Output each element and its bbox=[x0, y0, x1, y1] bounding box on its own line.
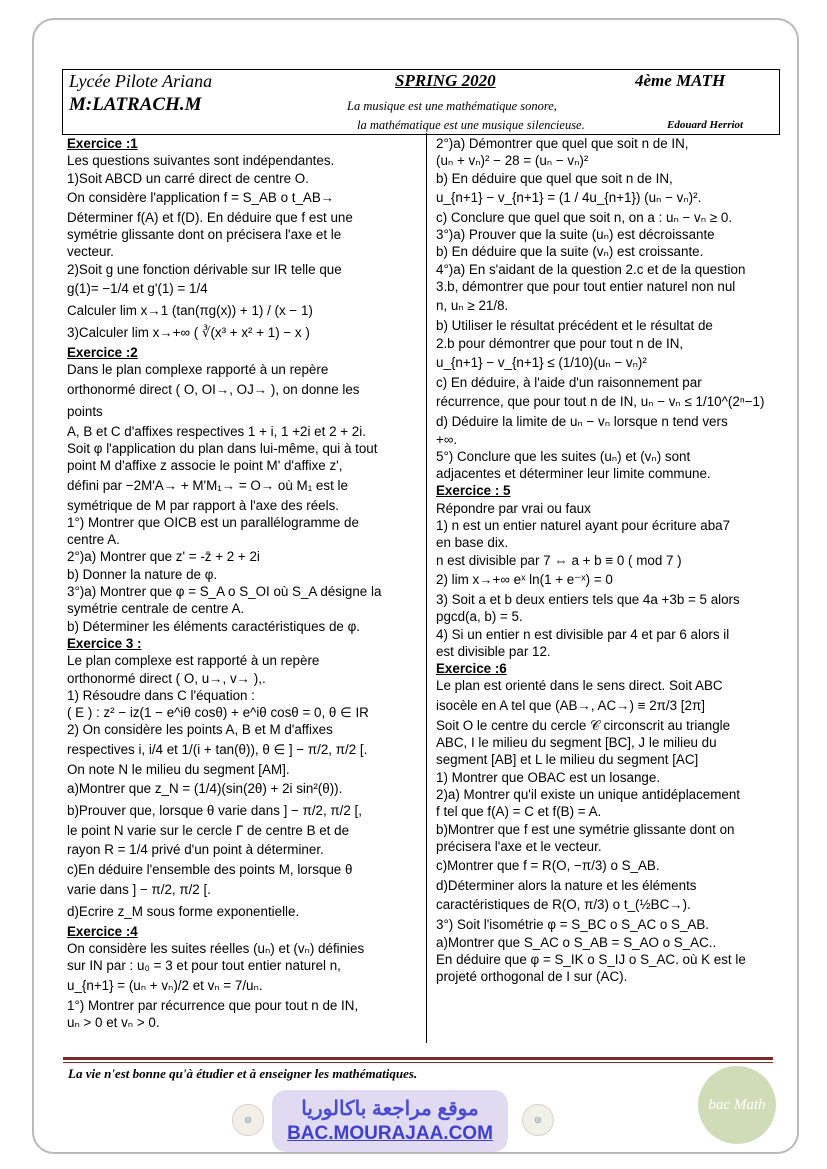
text-line: en base dix. bbox=[436, 535, 509, 551]
text-line: 3°) Soit l'isométrie φ = S_BC o S_AC o S_AB. bbox=[436, 917, 709, 933]
class-level: 4ème MATH bbox=[635, 71, 726, 90]
text-line: a)Montrer que z_N = (1/4)(sin(2θ) + 2i sin²(θ)). bbox=[67, 781, 343, 797]
text-line: 2.b pour démontrer que pour tout n de IN, bbox=[436, 335, 684, 351]
text-line: segment [AB] et L le milieu du segment [AC] bbox=[436, 752, 699, 768]
text-line: 2)Soit g une fonction dérivable sur IR telle que bbox=[67, 261, 342, 277]
text-line: 4) Si un entier n est divisible par 4 et par 6 alors il bbox=[436, 626, 730, 642]
text-line: Calculer lim x→1 (tan(πg(x)) + 1) / (x − 1) bbox=[67, 303, 313, 319]
text-line: précisera l'axe et le vecteur. bbox=[436, 838, 602, 854]
site-name-arabic: موقع مراجعة باكالوريا bbox=[301, 1098, 479, 1120]
text-line: a)Montrer que S_AC o S_AB = S_AO o S_AC.. bbox=[436, 934, 717, 950]
text-line: 2°)a) Montrer que z' = -z̄ + 2 + 2i bbox=[67, 549, 260, 565]
text-line: c) En déduire, à l'aide d'un raisonnement par bbox=[436, 374, 702, 390]
text-line: 1)Soit ABCD un carré direct de centre O. bbox=[67, 170, 309, 186]
text-line: centre A. bbox=[67, 532, 120, 548]
brand-logo: bac Math bbox=[698, 1066, 776, 1144]
footer-rule-thin bbox=[63, 1062, 773, 1063]
text-line: 3.b, démontrer que pour tout entier naturel non nul bbox=[436, 279, 736, 295]
text-line: Déterminer f(A) et f(D). En déduire que f est une bbox=[67, 209, 353, 225]
exercise-heading: Exercice : 5 bbox=[436, 483, 511, 499]
column-divider bbox=[426, 133, 427, 1043]
text-line: b) En déduire que la suite (vₙ) est croissante. bbox=[436, 244, 704, 260]
text-line: On considère les suites réelles (uₙ) et (vₙ) définies bbox=[67, 940, 365, 956]
text-line: ABC, I le milieu du segment [BC], J le milieu du bbox=[436, 735, 717, 751]
exercise-heading: Exercice :4 bbox=[67, 923, 138, 939]
quote-author: Edouard Herriot bbox=[667, 119, 744, 131]
site-logo-right: ◎ bbox=[522, 1104, 554, 1136]
text-line: isocèle en A tel que (AB→, AC→) ≡ 2π/3 [2π] bbox=[436, 697, 705, 713]
text-line: symétrie glissante dont on précisera l'axe et le bbox=[67, 227, 342, 243]
text-line: sur IN par : u₀ = 3 et pour tout entier naturel n, bbox=[67, 958, 341, 974]
text-line: orthonormé direct ( O, OI→, OJ→ ), on donne les points bbox=[67, 381, 360, 419]
exercise-heading: Exercice :1 bbox=[67, 136, 138, 151]
text-line: est divisible par 12. bbox=[436, 643, 551, 659]
text-line: Le plan est orienté dans le sens direct. Soit ABC bbox=[436, 678, 723, 694]
quote-line-1: La musique est une mathématique sonore, bbox=[347, 99, 557, 113]
text-line: 2) On considère les points A, B et M d'affixes bbox=[67, 722, 333, 738]
text-line: Le plan complexe est rapporté à un repère bbox=[67, 653, 320, 669]
text-line: d)Déterminer alors la nature et les éléments bbox=[436, 878, 697, 894]
text-line: vecteur. bbox=[67, 244, 114, 260]
text-line: On considère l'application f = S_AB o t_AB→ bbox=[67, 189, 335, 205]
text-line: 5°) Conclure que les suites (uₙ) et (vₙ) sont bbox=[436, 448, 691, 464]
header-box bbox=[62, 69, 780, 135]
school-name: Lycée Pilote Ariana bbox=[69, 71, 213, 91]
text-line: Dans le plan complexe rapporté à un repère bbox=[67, 362, 329, 378]
teacher-name: M:LATRACH.M bbox=[69, 94, 202, 115]
text-line: 1) Montrer que OBAC est un losange. bbox=[436, 769, 661, 785]
text-line: +∞. bbox=[436, 431, 458, 447]
session-title: SPRING 2020 bbox=[395, 71, 496, 90]
exercise-heading: Exercice 3 : bbox=[67, 635, 142, 651]
text-line: u_{n+1} − v_{n+1} ≤ (1/10)(uₙ − vₙ)² bbox=[436, 354, 647, 370]
text-line: projeté orthogonal de I sur (AC). bbox=[436, 969, 628, 985]
text-line: g(1)= −1/4 et g'(1) = 1/4 bbox=[67, 281, 208, 297]
text-line: rayon R = 1/4 privé d'un point à déterminer. bbox=[67, 842, 324, 858]
text-line: u_{n+1} = (uₙ + vₙ)/2 et vₙ = 7/uₙ. bbox=[67, 977, 263, 993]
text-line: f tel que f(A) = C et f(B) = A. bbox=[436, 804, 602, 820]
text-line: b)Montrer que f est une symétrie glissante dont on bbox=[436, 821, 735, 837]
right-column bbox=[436, 135, 771, 986]
text-line: 2°)a) Démontrer que quel que soit n de IN, bbox=[436, 136, 689, 151]
footer-quote: La vie n'est bonne qu'à étudier et à enseigner les mathématiques. bbox=[68, 1066, 418, 1081]
text-line: Les questions suivantes sont indépendantes. bbox=[67, 153, 335, 169]
text-line: 2) lim x→+∞ eˣ ln(1 + e⁻ˣ) = 0 bbox=[436, 571, 613, 587]
text-line: 3) Soit a et b deux entiers tels que 4a +3b = 5 alors bbox=[436, 591, 740, 607]
footer-rule bbox=[63, 1057, 773, 1060]
text-line: On note N le milieu du segment [AM]. bbox=[67, 761, 290, 777]
text-line: 3)Calculer lim x→+∞ ( ∛(x³ + x² + 1) − x ) bbox=[67, 325, 310, 341]
text-line: b)Prouver que, lorsque θ varie dans ] − π/2, π/2 [, bbox=[67, 803, 362, 819]
text-line: orthonormé direct ( O, u→, v→ ),. bbox=[67, 670, 266, 686]
text-line: u_{n+1} − v_{n+1} = (1 / 4u_{n+1}) (uₙ − vₙ)². bbox=[436, 189, 702, 205]
text-line: récurrence, que pour tout n de IN, uₙ − vₙ ≤ 1/10^(2ⁿ−1) bbox=[436, 394, 765, 410]
text-line: b) Utiliser le résultat précédent et le résultat de bbox=[436, 318, 713, 334]
text-line: b) En déduire que quel que soit n de IN, bbox=[436, 170, 673, 186]
text-line: ( E ) : z² − iz(1 − e^iθ cosθ) + e^iθ cosθ = 0, θ ∈ IR bbox=[67, 705, 369, 721]
text-line: d) Déduire la limite de uₙ − vₙ lorsque n tend vers bbox=[436, 414, 728, 430]
text-line: le point N varie sur le cercle Γ de centre B et de bbox=[67, 823, 350, 839]
exercise-heading: Exercice :6 bbox=[436, 661, 507, 677]
text-line: n est divisible par 7 ⇔ a + b ≡ 0 ( mod 7 ) bbox=[436, 552, 682, 568]
text-line: Répondre par vrai ou faux bbox=[436, 500, 591, 516]
text-line: A, B et C d'affixes respectives 1 + i, 1 +2i et 2 + 2i. bbox=[67, 423, 366, 439]
text-line: 2)a) Montrer qu'il existe un unique antidéplacement bbox=[436, 786, 741, 802]
text-line: c)En déduire l'ensemble des points M, lorsque θ bbox=[67, 862, 353, 878]
text-line: point M d'affixe z associe le point M' d'affixe z', bbox=[67, 458, 343, 474]
text-line: 3°)a) Montrer que φ = S_A o S_OI où S_A désigne la bbox=[67, 584, 382, 600]
quote-line-2: la mathématique est une musique silencieuse. bbox=[357, 118, 585, 132]
text-line: 1) n est un entier naturel ayant pour écriture aba7 bbox=[436, 518, 731, 534]
text-line: 1°) Montrer par récurrence que pour tout n de IN, bbox=[67, 997, 359, 1013]
text-line: 1°) Montrer que OICB est un parallélogramme de bbox=[67, 514, 359, 530]
text-line: caractéristiques de R(O, π/3) o t_(½BC→). bbox=[436, 897, 691, 913]
text-line: b) Donner la nature de φ. bbox=[67, 566, 218, 582]
text-line: c) Conclure que quel que soit n, on a : uₙ − vₙ ≥ 0. bbox=[436, 209, 733, 225]
text-line: En déduire que φ = S_IK o S_IJ o S_AC. où K est le bbox=[436, 951, 746, 967]
text-line: symétrique de M par rapport à l'axe des réels. bbox=[67, 497, 339, 513]
text-line: respectives i, i/4 et 1/(i + tan(θ)), θ ∈ ] − π/2, π/2 [. bbox=[67, 741, 368, 757]
text-line: 1) Résoudre dans C l'équation : bbox=[67, 687, 255, 703]
text-line: défini par −2M'A→ + M'M₁→ = O→ où M₁ est le bbox=[67, 477, 348, 493]
left-column bbox=[67, 135, 392, 1031]
text-line: 3°)a) Prouver que la suite (uₙ) est décroissante bbox=[436, 227, 715, 243]
text-line: uₙ > 0 et vₙ > 0. bbox=[67, 1014, 160, 1030]
text-line: symétrie centrale de centre A. bbox=[67, 601, 245, 617]
text-line: Soit φ l'application du plan dans lui-même, qui à tout bbox=[67, 440, 378, 456]
site-logo-left: ◎ bbox=[232, 1104, 264, 1136]
text-line: n, uₙ ≥ 21/8. bbox=[436, 298, 509, 314]
exercise-heading: Exercice :2 bbox=[67, 345, 138, 361]
text-line: Soit O le centre du cercle 𝒞 circonscrit au triangle bbox=[436, 717, 731, 733]
text-line: pgcd(a, b) = 5. bbox=[436, 609, 523, 625]
text-line: (uₙ + vₙ)² − 28 = (uₙ − vₙ)² bbox=[436, 153, 589, 169]
site-link[interactable]: BAC.MOURAJAA.COM bbox=[287, 1123, 493, 1144]
text-line: varie dans ] − π/2, π/2 [. bbox=[67, 881, 211, 897]
text-line: 4°)a) En s'aidant de la question 2.c et de la question bbox=[436, 261, 746, 277]
text-line: c)Montrer que f = R(O, −π/3) o S_AB. bbox=[436, 858, 660, 874]
site-banner[interactable] bbox=[272, 1090, 508, 1152]
text-line: adjacentes et déterminer leur limite commune. bbox=[436, 466, 711, 482]
text-line: b) Déterminer les éléments caractéristiques de φ. bbox=[67, 618, 360, 634]
text-line: d)Ecrire z_M sous forme exponentielle. bbox=[67, 903, 300, 919]
